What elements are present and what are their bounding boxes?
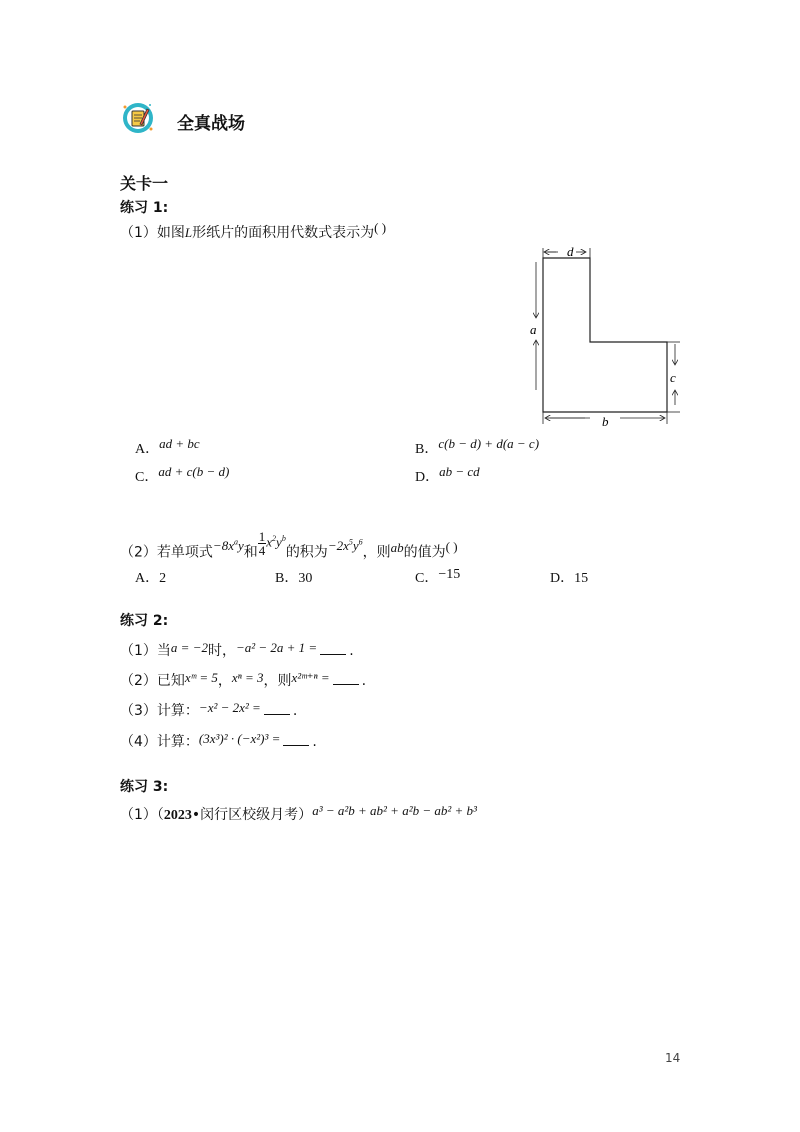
option-b[interactable]: [275, 567, 312, 587]
math-sup: a: [233, 538, 238, 548]
option-a[interactable]: [135, 438, 200, 458]
math-term: y: [276, 534, 282, 550]
math-term: y: [237, 538, 244, 554]
dim-label-c: c: [670, 370, 676, 385]
math-sup: 6: [358, 538, 363, 548]
math-var: L: [184, 225, 193, 240]
option-letter: A．: [135, 571, 160, 586]
option-expr: ab − cd: [439, 464, 480, 479]
question-text: .: [361, 673, 367, 689]
answer-blank[interactable]: [264, 702, 290, 715]
question-text: .: [312, 734, 317, 750]
question-text: 和: [243, 544, 258, 561]
question-text: .: [349, 643, 354, 659]
math-expr: xᵐ = 5: [184, 670, 218, 685]
option-c[interactable]: [415, 567, 460, 587]
option-letter: C．: [135, 470, 159, 485]
l-shape-outline: [543, 258, 667, 412]
question-text: 时，: [207, 643, 236, 659]
fraction-numerator: 1: [258, 529, 266, 544]
math-expr: a = −2: [170, 640, 208, 655]
option-b[interactable]: [415, 438, 539, 458]
question-source: •闵行区校级月考）: [191, 807, 313, 823]
option-expr: c(b − d) + d(a − c): [438, 436, 540, 451]
pencil-notebook-icon: [120, 100, 156, 136]
header-icon: [120, 100, 156, 136]
question-2-1: [120, 640, 354, 660]
math-expr: x²ᵐ⁺ⁿ =: [291, 670, 330, 685]
answer-paren: ( ): [445, 539, 458, 555]
math-var: ab: [390, 540, 404, 556]
fraction-denominator: 4: [258, 543, 266, 558]
question-text: （4）计算：: [120, 734, 199, 750]
question-1-1: [120, 222, 386, 242]
option-letter: B．: [275, 571, 299, 586]
monomial-2: [258, 530, 286, 557]
option-letter: A．: [135, 442, 160, 457]
option-d[interactable]: [550, 567, 588, 587]
question-text: （1）如图: [120, 225, 185, 241]
question-text: .: [292, 703, 298, 719]
answer-blank[interactable]: [333, 672, 359, 685]
option-value: 2: [159, 571, 167, 586]
question-2-3: [120, 700, 297, 720]
option-value: 15: [574, 571, 589, 586]
question-year: 2023: [163, 808, 192, 823]
question-text: （1）（: [120, 807, 164, 823]
question-2-2: [120, 670, 366, 690]
option-value: 30: [298, 571, 313, 586]
math-term: y: [352, 538, 359, 554]
question-2-4: [120, 731, 317, 751]
answer-blank[interactable]: [320, 642, 346, 655]
option-expr: ad + bc: [159, 436, 200, 451]
dim-label-b: b: [602, 414, 609, 429]
product-term: [328, 538, 363, 553]
exercise-2-label: 练习 2:: [120, 613, 169, 629]
exercise-1-label: 练习 1:: [120, 200, 169, 216]
math-expr: −a² − 2a + 1 =: [235, 640, 318, 655]
option-letter: D．: [550, 571, 575, 586]
math-term: −8x: [212, 538, 234, 554]
question-text: ，: [217, 673, 232, 689]
math-sup: 2: [272, 534, 277, 544]
math-sup: 5: [348, 538, 353, 548]
question-text: 的积为: [285, 544, 328, 561]
question-text: ，则: [362, 544, 391, 561]
math-term: x: [266, 534, 273, 550]
level-title: 关卡一: [120, 174, 169, 193]
math-term: −2x: [327, 538, 349, 554]
answer-paren: ( ): [374, 220, 387, 235]
page-number: 14: [665, 1051, 681, 1065]
option-value: −15: [438, 567, 461, 582]
option-c[interactable]: [135, 466, 229, 486]
fraction: [258, 530, 267, 557]
exercise-3-label: 练习 3:: [120, 779, 169, 795]
question-3-1: [120, 804, 477, 824]
answer-blank[interactable]: [283, 733, 309, 746]
option-letter: B．: [415, 442, 439, 457]
math-expr: xⁿ = 3: [231, 670, 264, 685]
option-expr: ad + c(b − d): [158, 464, 230, 479]
question-text: （2）已知: [120, 673, 185, 689]
question-text: （3）计算：: [120, 703, 199, 719]
option-letter: D．: [415, 470, 440, 485]
question-text: ，则: [263, 673, 292, 689]
dim-label-d: d: [567, 244, 574, 259]
math-sup: b: [281, 534, 286, 544]
monomial-1: [213, 538, 244, 553]
question-1-2: [120, 529, 458, 567]
question-text: （1）当: [120, 643, 171, 659]
option-d[interactable]: [415, 466, 480, 486]
question-text: （2）若单项式: [120, 544, 213, 561]
option-a[interactable]: [135, 567, 166, 587]
l-shape-figure: [520, 240, 690, 430]
math-expr: (3x³)² · (−x²)³ =: [198, 731, 281, 746]
dim-label-a: a: [530, 322, 537, 337]
question-text: 的值为: [403, 544, 446, 561]
question-text: 形纸片的面积用代数式表示为: [192, 225, 375, 241]
option-letter: C．: [415, 571, 439, 586]
page-title: 全真战场: [177, 114, 245, 134]
math-expr: −x² − 2x² =: [198, 700, 261, 715]
math-expr: a³ − a²b + ab² + a²b − ab² + b³: [312, 803, 477, 818]
